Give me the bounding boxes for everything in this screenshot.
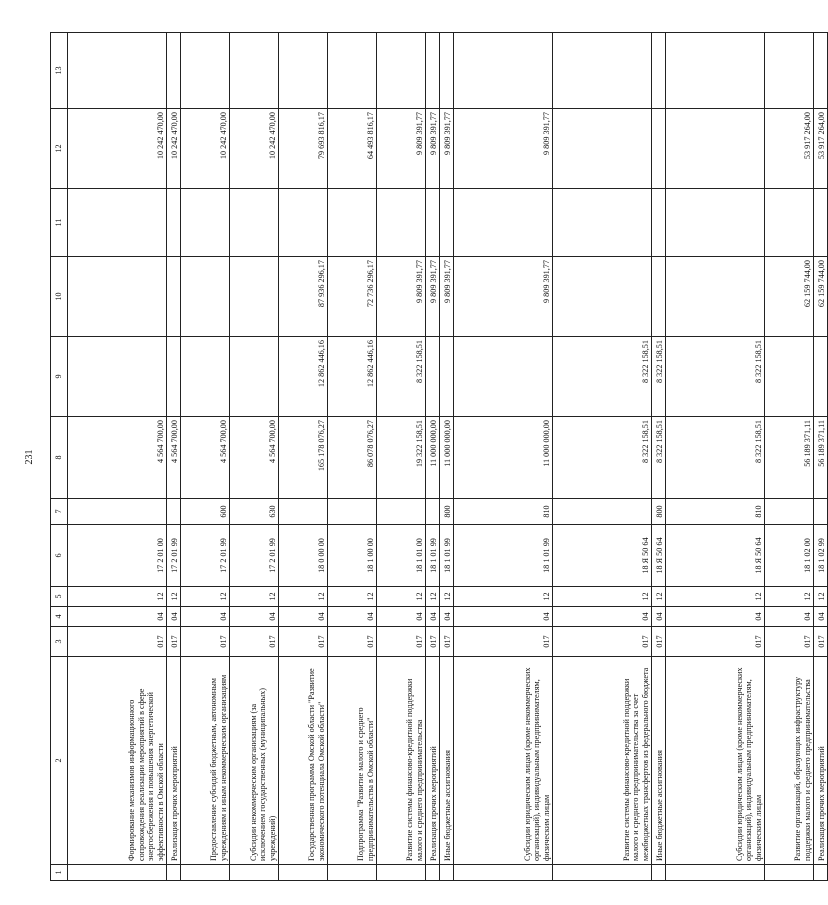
row-index-cell bbox=[666, 865, 765, 881]
header-cell: 4 bbox=[51, 607, 68, 627]
table-row bbox=[765, 33, 814, 881]
row-index-cell bbox=[230, 865, 279, 881]
amount-col-10: 9 809 391,77 bbox=[426, 257, 440, 337]
item-name: Развитие организаций, образующих инфраструктуру поддержки малого и среднего предпринимательства bbox=[765, 657, 814, 865]
item-name: Субсидии некоммерческим организациям (за исключением государственных (муниципальных) учреждений) bbox=[230, 657, 279, 865]
amount-col-8: 56 189 371,11 bbox=[765, 417, 814, 499]
row-index-cell bbox=[377, 865, 426, 881]
amount-col-11 bbox=[454, 189, 553, 257]
amount-col-12: 53 917 264,00 bbox=[765, 109, 814, 189]
amount-col-13 bbox=[68, 33, 167, 109]
amount-col-9: 8 322 158,51 bbox=[666, 337, 765, 417]
section-code: 04 bbox=[279, 607, 328, 627]
table-row bbox=[230, 33, 279, 881]
row-index-cell bbox=[440, 865, 454, 881]
amount-col-9 bbox=[454, 337, 553, 417]
amount-col-8: 4 564 700,00 bbox=[230, 417, 279, 499]
amount-col-10 bbox=[666, 257, 765, 337]
amount-col-13 bbox=[440, 33, 454, 109]
header-cell: 5 bbox=[51, 587, 68, 607]
amount-col-10 bbox=[553, 257, 652, 337]
ministry-code: 017 bbox=[426, 627, 440, 657]
subsection-code: 12 bbox=[765, 587, 814, 607]
section-code: 04 bbox=[553, 607, 652, 627]
section-code: 04 bbox=[440, 607, 454, 627]
amount-col-9: 12 862 446,16 bbox=[328, 337, 377, 417]
row-index-cell bbox=[167, 865, 181, 881]
header-cell: 8 bbox=[51, 417, 68, 499]
amount-col-9 bbox=[426, 337, 440, 417]
item-name: Государственная программа Омской области "Развитие экономического потенциала Омской области" bbox=[279, 657, 328, 865]
expense-type-code bbox=[814, 499, 828, 525]
amount-col-12: 9 809 391,77 bbox=[440, 109, 454, 189]
section-code: 04 bbox=[328, 607, 377, 627]
header-cell: 13 bbox=[51, 33, 68, 109]
amount-col-10: 9 809 391,77 bbox=[440, 257, 454, 337]
target-article-code: 18 Я 50 64 bbox=[652, 525, 666, 587]
amount-col-8: 8 322 158,51 bbox=[652, 417, 666, 499]
table-row bbox=[454, 33, 553, 881]
ministry-code: 017 bbox=[181, 627, 230, 657]
target-article-code: 18 Я 50 64 bbox=[553, 525, 652, 587]
ministry-code: 017 bbox=[230, 627, 279, 657]
ministry-code: 017 bbox=[328, 627, 377, 657]
amount-col-10: 72 736 296,17 bbox=[328, 257, 377, 337]
amount-col-12: 10 242 470,00 bbox=[167, 109, 181, 189]
row-index-cell bbox=[279, 865, 328, 881]
amount-col-13 bbox=[652, 33, 666, 109]
subsection-code: 12 bbox=[814, 587, 828, 607]
table-row bbox=[279, 33, 328, 881]
amount-col-11 bbox=[328, 189, 377, 257]
ministry-code: 017 bbox=[440, 627, 454, 657]
amount-col-13 bbox=[377, 33, 426, 109]
amount-col-9 bbox=[230, 337, 279, 417]
row-index-cell bbox=[814, 865, 828, 881]
section-code: 04 bbox=[377, 607, 426, 627]
target-article-code: 18 1 01 00 bbox=[377, 525, 426, 587]
table-row bbox=[377, 33, 426, 881]
ministry-code: 017 bbox=[765, 627, 814, 657]
amount-col-8: 11 000 000,00 bbox=[426, 417, 440, 499]
table-row bbox=[666, 33, 765, 881]
subsection-code: 12 bbox=[666, 587, 765, 607]
row-index-cell bbox=[454, 865, 553, 881]
amount-col-10 bbox=[181, 257, 230, 337]
ministry-code: 017 bbox=[814, 627, 828, 657]
amount-col-13 bbox=[454, 33, 553, 109]
amount-col-11 bbox=[426, 189, 440, 257]
item-name: Предоставление субсидий бюджетным, автономным учреждениям и иным некоммерческим организациям bbox=[181, 657, 230, 865]
item-name: Развитие системы финансово-кредитной поддержки малого и среднего предпринимательства bbox=[377, 657, 426, 865]
subsection-code: 12 bbox=[454, 587, 553, 607]
amount-col-10: 9 809 391,77 bbox=[454, 257, 553, 337]
table-row bbox=[68, 33, 167, 881]
amount-col-12: 53 917 264,00 bbox=[814, 109, 828, 189]
subsection-code: 12 bbox=[377, 587, 426, 607]
table-row bbox=[440, 33, 454, 881]
amount-col-12: 9 809 391,77 bbox=[377, 109, 426, 189]
amount-col-13 bbox=[426, 33, 440, 109]
amount-col-8: 8 322 158,51 bbox=[666, 417, 765, 499]
amount-col-8: 8 322 158,51 bbox=[553, 417, 652, 499]
expense-type-code bbox=[167, 499, 181, 525]
table-row bbox=[167, 33, 181, 881]
amount-col-11 bbox=[652, 189, 666, 257]
amount-col-9: 8 322 158,51 bbox=[377, 337, 426, 417]
section-code: 04 bbox=[426, 607, 440, 627]
expense-type-code bbox=[279, 499, 328, 525]
amount-col-11 bbox=[181, 189, 230, 257]
amount-col-13 bbox=[181, 33, 230, 109]
amount-col-13 bbox=[279, 33, 328, 109]
amount-col-8: 11 000 000,00 bbox=[440, 417, 454, 499]
amount-col-12: 64 493 816,17 bbox=[328, 109, 377, 189]
amount-col-9: 8 322 158,51 bbox=[652, 337, 666, 417]
header-cell: 10 bbox=[51, 257, 68, 337]
amount-col-11 bbox=[167, 189, 181, 257]
target-article-code: 18 1 01 99 bbox=[454, 525, 553, 587]
table-row bbox=[426, 33, 440, 881]
row-index-cell bbox=[328, 865, 377, 881]
item-name: Субсидии юридическим лицам (кроме некоммерческих организаций), индивидуальным предпринимателям, физическим лицам bbox=[454, 657, 553, 865]
subsection-code: 12 bbox=[181, 587, 230, 607]
amount-col-12 bbox=[553, 109, 652, 189]
amount-col-8: 165 178 076,27 bbox=[279, 417, 328, 499]
amount-col-12 bbox=[666, 109, 765, 189]
target-article-code: 18 1 02 00 bbox=[765, 525, 814, 587]
amount-col-11 bbox=[377, 189, 426, 257]
subsection-code: 12 bbox=[328, 587, 377, 607]
amount-col-11 bbox=[666, 189, 765, 257]
table-row bbox=[553, 33, 652, 881]
amount-col-8: 4 564 700,00 bbox=[181, 417, 230, 499]
amount-col-9: 12 862 446,16 bbox=[279, 337, 328, 417]
item-name: Субсидии юридическим лицам (кроме некоммерческих организаций), индивидуальным предпринимателям, физическим лицам bbox=[666, 657, 765, 865]
expense-type-code: 810 bbox=[454, 499, 553, 525]
section-code: 04 bbox=[666, 607, 765, 627]
item-name: Формирование механизмов информационного сопровождения реализации мероприятий в сфере энергосбережения и повышения энергетической эффективности в Омской области bbox=[68, 657, 167, 865]
amount-col-11 bbox=[765, 189, 814, 257]
target-article-code: 18 1 01 99 bbox=[426, 525, 440, 587]
header-cell: 9 bbox=[51, 337, 68, 417]
expense-type-code: 800 bbox=[440, 499, 454, 525]
item-name: Подпрограмма "Развитие малого и среднего предпринимательства в Омской области" bbox=[328, 657, 377, 865]
expense-type-code bbox=[553, 499, 652, 525]
ministry-code: 017 bbox=[377, 627, 426, 657]
row-index-cell bbox=[553, 865, 652, 881]
amount-col-9 bbox=[68, 337, 167, 417]
table-row bbox=[814, 33, 828, 881]
page-number: 231 bbox=[24, 449, 35, 465]
section-code: 04 bbox=[181, 607, 230, 627]
expense-type-code bbox=[68, 499, 167, 525]
amount-col-11 bbox=[553, 189, 652, 257]
section-code: 04 bbox=[454, 607, 553, 627]
amount-col-13 bbox=[553, 33, 652, 109]
amount-col-12: 79 693 816,17 bbox=[279, 109, 328, 189]
amount-col-9 bbox=[167, 337, 181, 417]
expense-type-code: 810 bbox=[666, 499, 765, 525]
table-row bbox=[328, 33, 377, 881]
expense-type-code bbox=[377, 499, 426, 525]
amount-col-10 bbox=[68, 257, 167, 337]
amount-col-11 bbox=[68, 189, 167, 257]
ministry-code: 017 bbox=[167, 627, 181, 657]
amount-col-12: 10 242 470,00 bbox=[230, 109, 279, 189]
ministry-code: 017 bbox=[553, 627, 652, 657]
amount-col-10 bbox=[230, 257, 279, 337]
ministry-code: 017 bbox=[279, 627, 328, 657]
section-code: 04 bbox=[652, 607, 666, 627]
ministry-code: 017 bbox=[666, 627, 765, 657]
row-index-cell bbox=[68, 865, 167, 881]
section-code: 04 bbox=[814, 607, 828, 627]
expense-type-code bbox=[765, 499, 814, 525]
section-code: 04 bbox=[765, 607, 814, 627]
item-name: Иные бюджетные ассигнования bbox=[652, 657, 666, 865]
amount-col-11 bbox=[440, 189, 454, 257]
amount-col-13 bbox=[167, 33, 181, 109]
amount-col-8: 19 322 158,51 bbox=[377, 417, 426, 499]
amount-col-9 bbox=[181, 337, 230, 417]
ministry-code: 017 bbox=[652, 627, 666, 657]
target-article-code: 17 2 01 00 bbox=[68, 525, 167, 587]
amount-col-11 bbox=[814, 189, 828, 257]
expense-type-code: 630 bbox=[230, 499, 279, 525]
amount-col-9: 8 322 158,51 bbox=[553, 337, 652, 417]
amount-col-10: 62 159 744,00 bbox=[765, 257, 814, 337]
target-article-code: 17 2 01 99 bbox=[230, 525, 279, 587]
amount-col-13 bbox=[666, 33, 765, 109]
subsection-code: 12 bbox=[652, 587, 666, 607]
amount-col-11 bbox=[279, 189, 328, 257]
row-index-cell bbox=[426, 865, 440, 881]
table-row bbox=[181, 33, 230, 881]
item-name: Реализация прочих мероприятий bbox=[814, 657, 828, 865]
header-cell: 6 bbox=[51, 525, 68, 587]
item-name: Иные бюджетные ассигнования bbox=[440, 657, 454, 865]
header-cell: 1 bbox=[51, 865, 68, 881]
subsection-code: 12 bbox=[68, 587, 167, 607]
amount-col-12: 9 809 391,77 bbox=[426, 109, 440, 189]
header-cell: 3 bbox=[51, 627, 68, 657]
target-article-code: 17 2 01 99 bbox=[167, 525, 181, 587]
item-name: Реализация прочих мероприятий bbox=[426, 657, 440, 865]
header-cell: 12 bbox=[51, 109, 68, 189]
row-index-cell bbox=[765, 865, 814, 881]
amount-col-10: 9 809 391,77 bbox=[377, 257, 426, 337]
rotated-page bbox=[24, 33, 826, 881]
ministry-code: 017 bbox=[454, 627, 553, 657]
target-article-code: 17 2 01 99 bbox=[181, 525, 230, 587]
amount-col-9 bbox=[765, 337, 814, 417]
amount-col-13 bbox=[230, 33, 279, 109]
target-article-code: 18 Я 50 64 bbox=[666, 525, 765, 587]
amount-col-8: 56 189 371,11 bbox=[814, 417, 828, 499]
expense-type-code bbox=[328, 499, 377, 525]
subsection-code: 12 bbox=[440, 587, 454, 607]
header-cell: 7 bbox=[51, 499, 68, 525]
subsection-code: 12 bbox=[279, 587, 328, 607]
amount-col-8: 11 000 000,00 bbox=[454, 417, 553, 499]
amount-col-13 bbox=[765, 33, 814, 109]
amount-col-9 bbox=[814, 337, 828, 417]
amount-col-8: 4 564 700,00 bbox=[167, 417, 181, 499]
subsection-code: 12 bbox=[167, 587, 181, 607]
amount-col-12: 10 242 470,00 bbox=[181, 109, 230, 189]
amount-col-8: 86 078 076,27 bbox=[328, 417, 377, 499]
amount-col-11 bbox=[230, 189, 279, 257]
ministry-code: 017 bbox=[68, 627, 167, 657]
subsection-code: 12 bbox=[230, 587, 279, 607]
target-article-code: 18 1 01 99 bbox=[440, 525, 454, 587]
subsection-code: 12 bbox=[553, 587, 652, 607]
amount-col-12: 9 809 391,77 bbox=[454, 109, 553, 189]
amount-col-12 bbox=[652, 109, 666, 189]
header-cell: 2 bbox=[51, 657, 68, 865]
expense-type-code bbox=[426, 499, 440, 525]
section-code: 04 bbox=[68, 607, 167, 627]
subsection-code: 12 bbox=[426, 587, 440, 607]
expense-type-code: 600 bbox=[181, 499, 230, 525]
amount-col-8: 4 564 700,00 bbox=[68, 417, 167, 499]
amount-col-10: 87 936 296,17 bbox=[279, 257, 328, 337]
amount-col-13 bbox=[814, 33, 828, 109]
expense-type-code: 800 bbox=[652, 499, 666, 525]
amount-col-10 bbox=[652, 257, 666, 337]
row-index-cell bbox=[181, 865, 230, 881]
header-row bbox=[51, 33, 68, 881]
item-name: Развитие системы финансово-кредитной поддержки малого и среднего предпринимательства за счет межбюджетных трансфертов из федерального бюджета bbox=[553, 657, 652, 865]
section-code: 04 bbox=[230, 607, 279, 627]
header-cell: 11 bbox=[51, 189, 68, 257]
amount-col-9 bbox=[440, 337, 454, 417]
budget-table bbox=[50, 32, 828, 881]
row-index-cell bbox=[652, 865, 666, 881]
amount-col-12: 10 242 470,00 bbox=[68, 109, 167, 189]
amount-col-10: 62 159 744,00 bbox=[814, 257, 828, 337]
target-article-code: 18 0 00 00 bbox=[279, 525, 328, 587]
target-article-code: 18 1 02 99 bbox=[814, 525, 828, 587]
amount-col-10 bbox=[167, 257, 181, 337]
section-code: 04 bbox=[167, 607, 181, 627]
table-row bbox=[652, 33, 666, 881]
item-name: Реализация прочих мероприятий bbox=[167, 657, 181, 865]
amount-col-13 bbox=[328, 33, 377, 109]
target-article-code: 18 1 00 00 bbox=[328, 525, 377, 587]
